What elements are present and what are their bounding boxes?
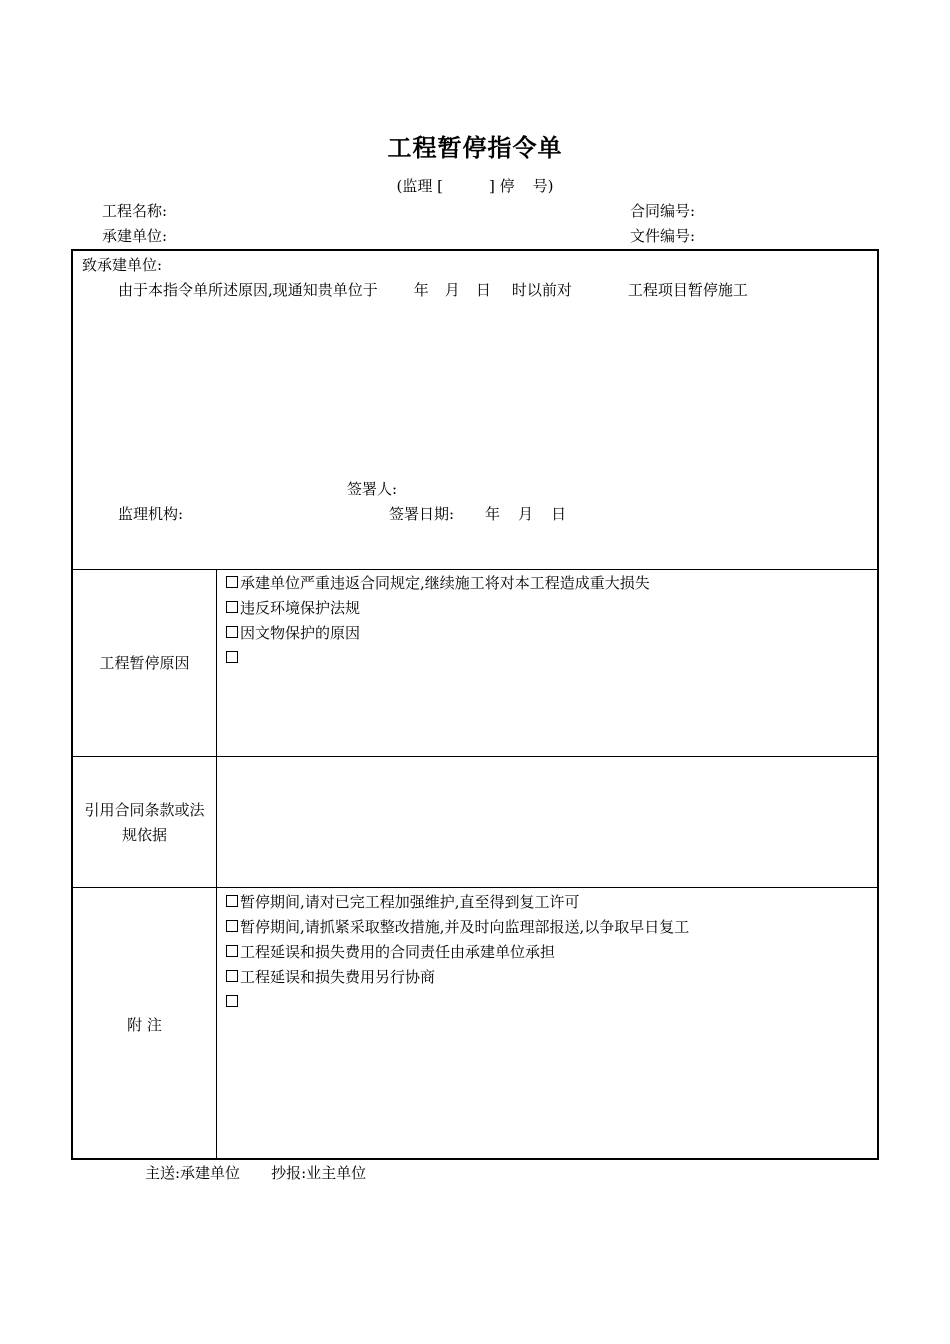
agency-label: 监理机构:	[118, 505, 184, 523]
checkbox-icon[interactable]	[226, 995, 238, 1007]
checkbox-icon[interactable]	[226, 576, 238, 588]
notice-day: 日	[475, 281, 491, 299]
checkbox-icon[interactable]	[226, 626, 238, 638]
page-title: 工程暂停指令单	[387, 134, 563, 162]
sign-day: 日	[551, 505, 567, 523]
notice-body-part2: 时以前对	[511, 281, 572, 299]
reason-option-text: 承建单位严重违返合同规定,继续施工将对本工程造成重大损失	[240, 574, 650, 592]
notes-option[interactable]	[226, 920, 689, 935]
checkbox-icon[interactable]	[226, 945, 238, 957]
reason-option[interactable]	[226, 576, 650, 591]
notes-option[interactable]	[226, 970, 435, 985]
checkbox-icon[interactable]	[226, 920, 238, 932]
notice-body	[118, 283, 748, 298]
notes-option[interactable]	[226, 995, 240, 1010]
checkbox-icon[interactable]	[226, 651, 238, 663]
signer-label: 签署人:	[347, 480, 398, 498]
document-number	[0, 179, 950, 194]
column-divider	[216, 569, 217, 1158]
reason-option[interactable]	[226, 651, 240, 666]
notes-option-text: 暂停期间,请抓紧采取整改措施,并及时向监理部报送,以争取早日复工	[240, 918, 690, 936]
notice-to-label: 致承建单位:	[82, 256, 163, 274]
sign-year: 年	[485, 505, 501, 523]
notes-option-text: 工程延误和损失费用另行协商	[240, 968, 436, 986]
notice-month: 月	[444, 281, 460, 299]
notes-option[interactable]	[226, 895, 580, 910]
footer-send-to: 主送:承建单位	[145, 1164, 241, 1182]
document-number-middle: ] 停	[489, 177, 515, 195]
reason-option[interactable]	[226, 601, 360, 616]
divider-reason	[73, 756, 877, 757]
file-no-label: 文件编号:	[630, 227, 696, 245]
reason-section-label: 工程暂停原因	[99, 654, 190, 672]
notes-option[interactable]	[226, 945, 555, 960]
sign-date-label: 签署日期:	[389, 505, 455, 523]
contract-no-label: 合同编号:	[630, 202, 696, 220]
basis-section-label: 引用合同条款或法规依据	[84, 801, 205, 844]
contractor-label: 承建单位:	[102, 227, 168, 245]
divider-notice	[73, 569, 877, 570]
form-table	[71, 249, 879, 1160]
notice-year: 年	[413, 281, 429, 299]
notice-body-part1: 由于本指令单所述原因,现通知贵单位于	[118, 281, 378, 299]
notes-section-label: 附 注	[127, 1016, 162, 1034]
notice-body-part3: 工程项目暂停施工	[627, 281, 748, 299]
reason-option[interactable]	[226, 626, 360, 641]
notes-option-text: 暂停期间,请对已完工程加强维护,直至得到复工许可	[240, 893, 580, 911]
document-number-prefix: (监理 [	[396, 177, 443, 195]
notes-option-text: 工程延误和损失费用的合同责任由承建单位承担	[240, 943, 556, 961]
checkbox-icon[interactable]	[226, 970, 238, 982]
footer-cc: 抄报:业主单位	[271, 1164, 367, 1182]
checkbox-icon[interactable]	[226, 601, 238, 613]
sign-month: 月	[518, 505, 534, 523]
reason-option-text: 因文物保护的原因	[240, 624, 361, 642]
reason-option-text: 违反环境保护法规	[240, 599, 361, 617]
checkbox-icon[interactable]	[226, 895, 238, 907]
divider-basis	[73, 887, 877, 888]
project-name-label: 工程名称:	[102, 202, 168, 220]
footer	[145, 1166, 366, 1181]
sign-date	[389, 507, 566, 522]
document-number-suffix: 号)	[532, 177, 554, 195]
